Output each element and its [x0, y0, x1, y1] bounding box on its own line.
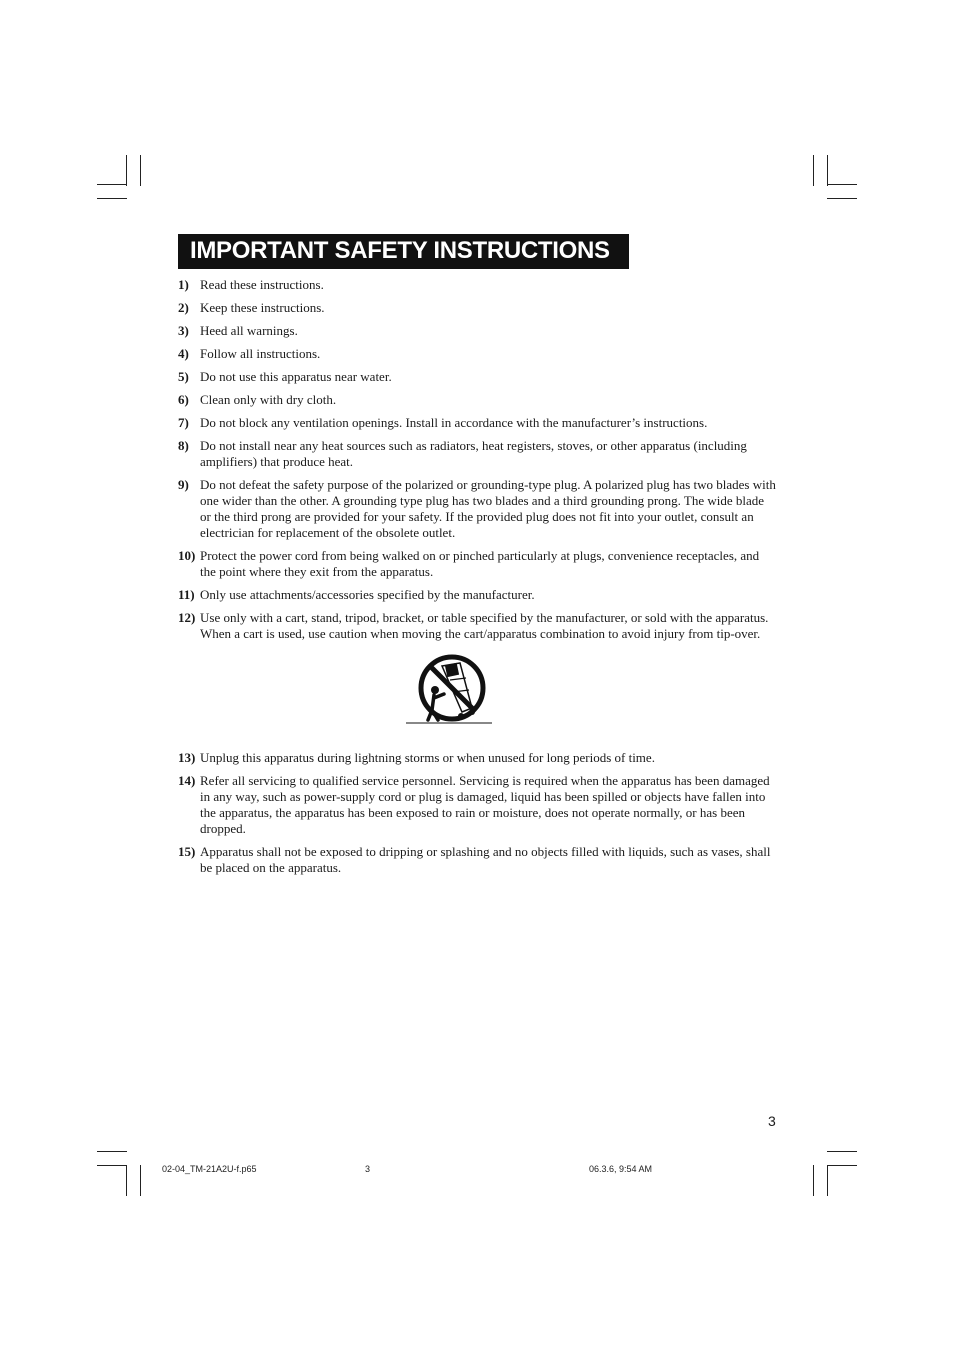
item-number: 3) [178, 323, 189, 338]
item-number: 2) [178, 300, 189, 315]
item-number: 8) [178, 438, 189, 453]
item-number: 15) [178, 844, 196, 859]
list-item [178, 438, 778, 470]
item-text: Refer all servicing to qualified service personnel. Servicing is required when the apparatus has been damaged in any way, such as power-supply cord or plug is damaged, liquid has been spilled or objects have fallen into the apparatus, the apparatus has been exposed to rain or moisture, does not operate normally, or has been dropped. [200, 773, 770, 836]
crop-mark [97, 1151, 127, 1152]
crop-mark [126, 155, 127, 186]
list-item [178, 610, 778, 642]
crop-mark [827, 198, 857, 199]
item-text: Do not use this apparatus near water. [200, 369, 392, 384]
list-item [178, 477, 778, 541]
crop-mark [97, 198, 127, 199]
item-number: 12) [178, 610, 196, 625]
footer-page: 3 [365, 1164, 371, 1174]
item-text: Protect the power cord from being walked on or pinched particularly at plugs, convenience receptacles, and the point where they exit from the apparatus. [200, 548, 760, 579]
item-text: Clean only with dry cloth. [200, 392, 337, 407]
item-number: 7) [178, 415, 189, 430]
item-number: 9) [178, 477, 189, 492]
list-item [178, 369, 778, 385]
crop-mark [827, 155, 828, 186]
page-number: 3 [768, 1113, 776, 1129]
item-number: 10) [178, 548, 196, 563]
crop-mark [140, 155, 141, 186]
crop-mark [813, 1165, 814, 1196]
page-title: IMPORTANT SAFETY INSTRUCTIONS [190, 237, 610, 264]
item-number: 11) [178, 587, 195, 602]
list-item [178, 587, 778, 603]
cart-illustration [178, 654, 778, 738]
crop-mark [827, 1151, 857, 1152]
list-item [178, 392, 778, 408]
list-item [178, 844, 778, 876]
crop-mark [140, 1165, 141, 1196]
title-banner [178, 234, 629, 269]
crop-mark [97, 184, 127, 185]
list-item [178, 277, 778, 293]
item-text: Read these instructions. [200, 277, 324, 292]
item-text: Heed all warnings. [200, 323, 298, 338]
item-number: 4) [178, 346, 189, 361]
footer-timestamp: 06.3.6, 9:54 AM [589, 1164, 653, 1174]
item-text: Do not defeat the safety purpose of the polarized or grounding-type plug. A polarized plug has two blades with one wider than the other. A grounding type plug has two blades and a third grounding prong. The wide blade or the third prong are provided for your safety. If the provided plug does not fit into your outlet, consult an electrician for replacement of the obsolete outlet. [200, 477, 776, 540]
item-number: 1) [178, 277, 189, 292]
crop-mark [97, 1165, 127, 1166]
list-item [178, 415, 778, 431]
footer-filename: 02-04_TM-21A2U-f.p65 [162, 1164, 257, 1174]
crop-mark [126, 1165, 127, 1196]
item-number: 13) [178, 750, 196, 765]
crop-mark [827, 1165, 857, 1166]
list-item [178, 548, 778, 580]
item-text: Keep these instructions. [200, 300, 325, 315]
item-text: Only use attachments/accessories specified by the manufacturer. [200, 587, 535, 602]
cart-tip-over-warning-icon [406, 654, 494, 726]
list-item [178, 346, 778, 362]
list-item [178, 750, 778, 766]
crop-mark [827, 184, 857, 185]
list-item [178, 773, 778, 837]
list-item [178, 300, 778, 316]
item-number: 14) [178, 773, 196, 788]
crop-mark [813, 155, 814, 186]
item-text: Use only with a cart, stand, tripod, bracket, or table specified by the manufacturer, or sold with the apparatus. When a cart is used, use caution when moving the cart/apparatus combination to avoid injury from tip-over. [200, 610, 769, 641]
list-item [178, 323, 778, 339]
item-number: 5) [178, 369, 189, 384]
item-text: Unplug this apparatus during lightning storms or when unused for long periods of time. [200, 750, 655, 765]
item-text: Do not install near any heat sources such as radiators, heat registers, stoves, or other apparatus (including amplifiers) that produce heat. [200, 438, 747, 469]
crop-mark [827, 1165, 828, 1196]
item-text: Do not block any ventilation openings. Install in accordance with the manufacturer’s instructions. [200, 415, 708, 430]
instruction-list [178, 277, 778, 883]
item-text: Follow all instructions. [200, 346, 321, 361]
item-text: Apparatus shall not be exposed to dripping or splashing and no objects filled with liquids, such as vases, shall be placed on the apparatus. [200, 844, 771, 875]
item-number: 6) [178, 392, 189, 407]
